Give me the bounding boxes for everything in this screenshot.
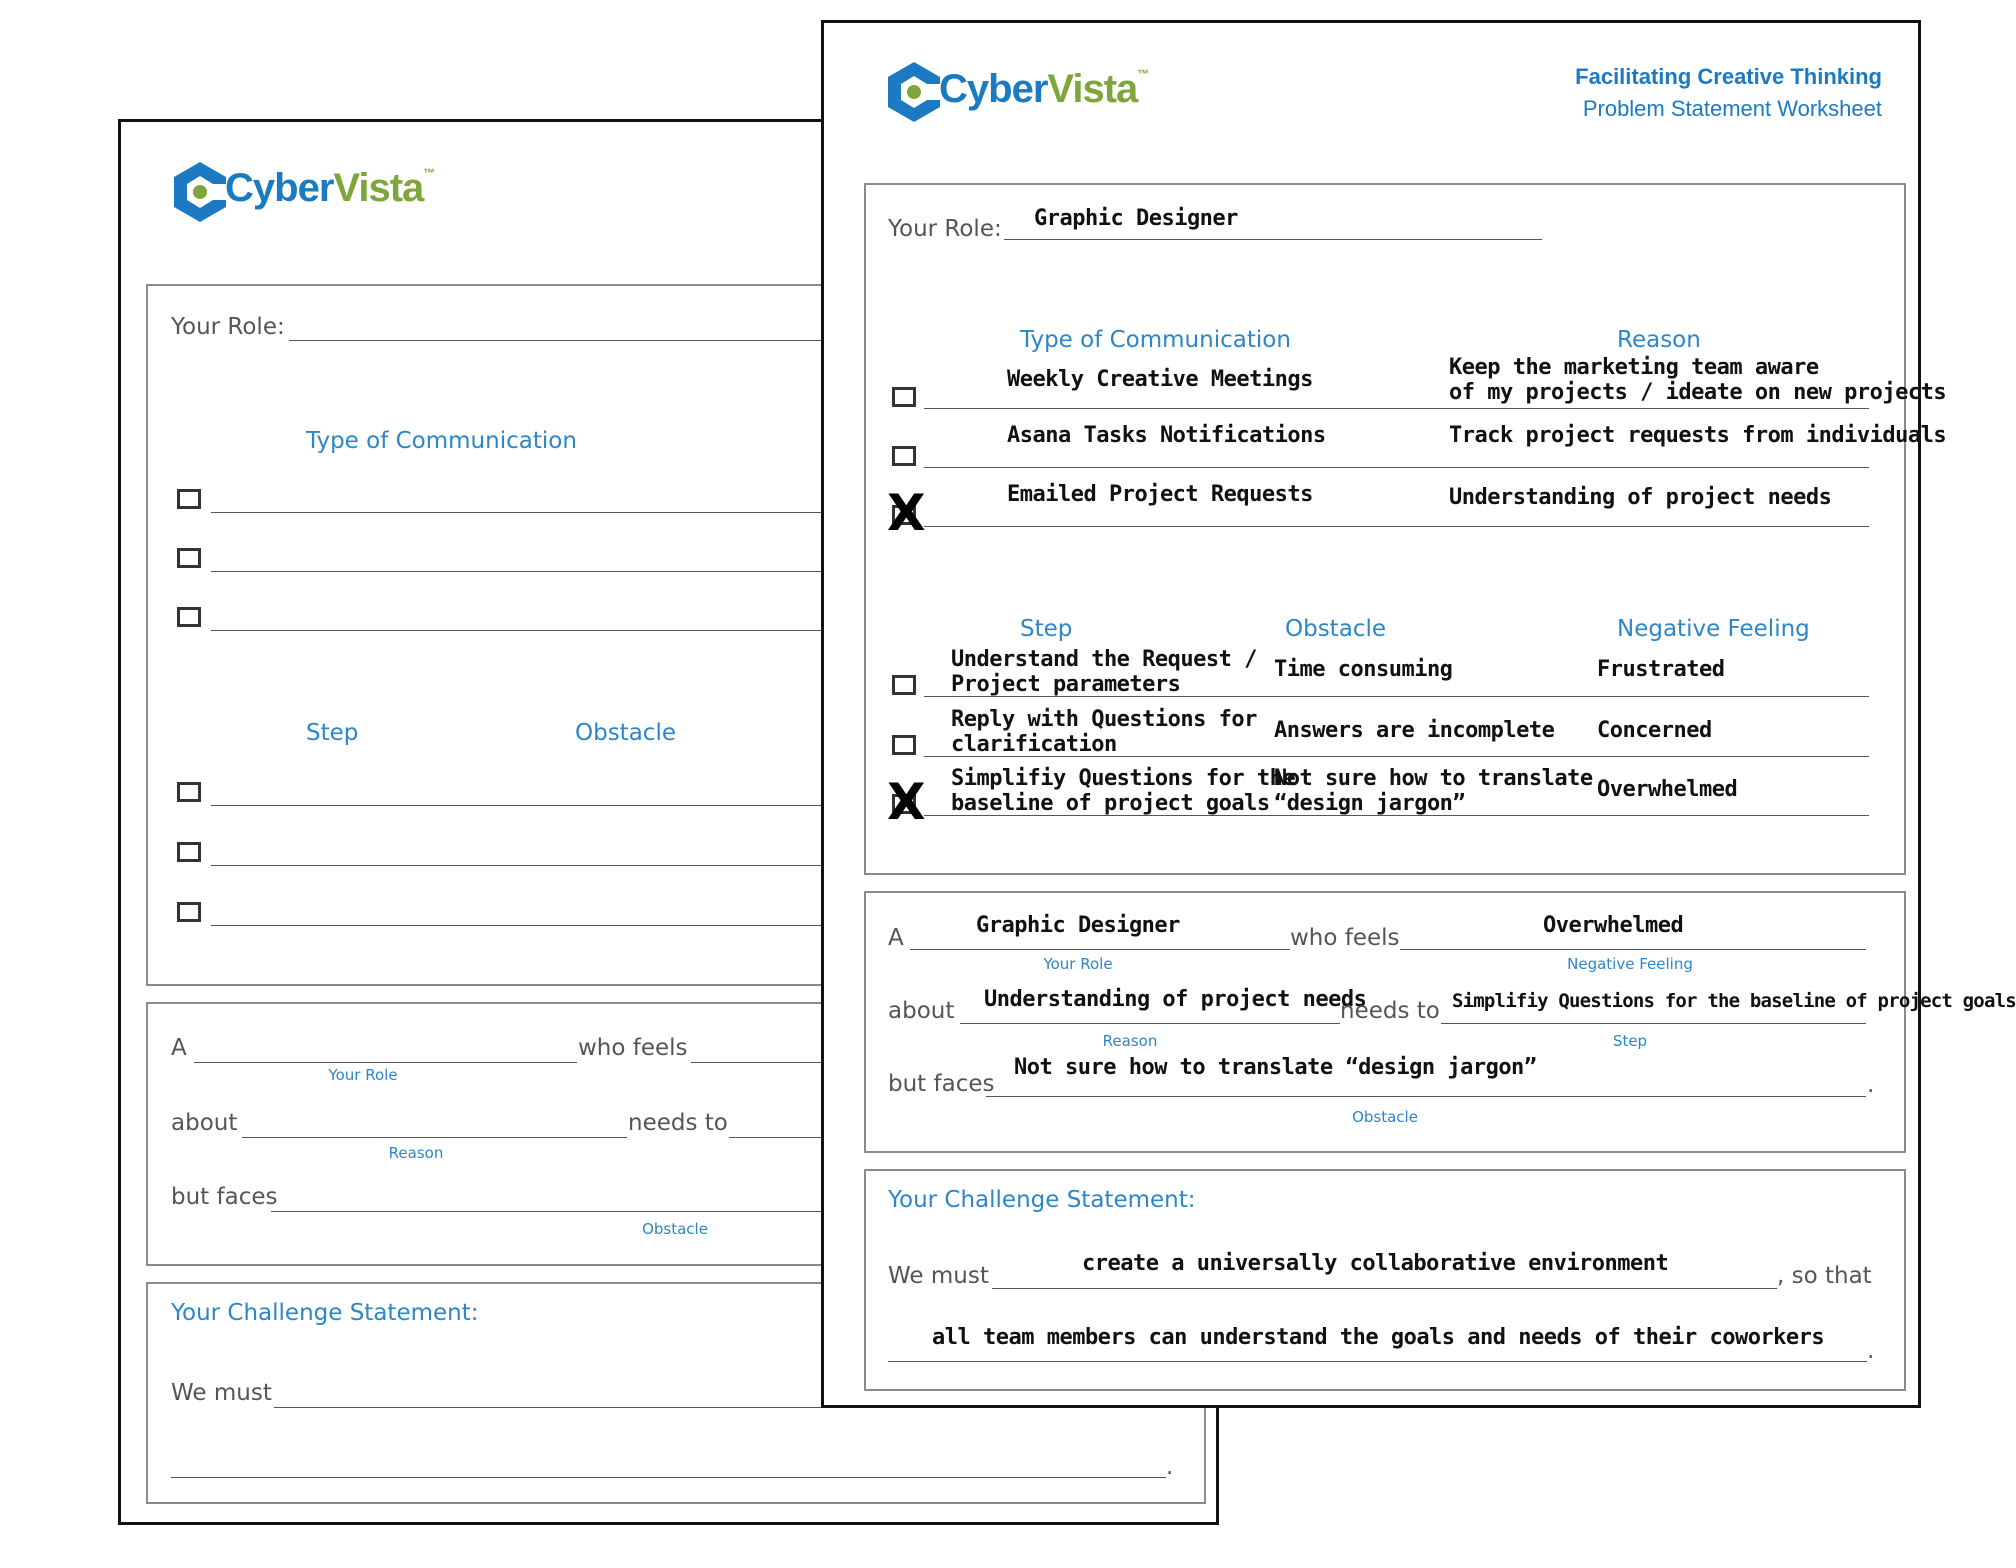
communication-type: Asana Tasks Notifications [1007, 423, 1326, 448]
obstacle-caption: Obstacle [642, 1220, 708, 1238]
obstacle-value: Time consuming [1274, 657, 1453, 682]
obstacle-header: Obstacle [1285, 616, 1386, 642]
needs-to-label: needs to [628, 1110, 728, 1136]
so-that-line[interactable] [888, 1361, 1867, 1362]
statement-role-line[interactable] [194, 1062, 577, 1063]
period: . [1867, 1338, 1875, 1364]
challenge-statement-title: Your Challenge Statement: [171, 1300, 479, 1326]
who-feels-label: who feels [578, 1035, 688, 1061]
feeling-value: Overwhelmed [1597, 777, 1738, 802]
we-must-label: We must [171, 1380, 272, 1406]
statement-obstacle-line[interactable] [986, 1096, 1866, 1097]
reason-header: Reason [1617, 327, 1701, 353]
your-role-line[interactable] [1004, 239, 1542, 240]
statement-obstacle-value: Not sure how to translate “design jargon” [1014, 1055, 1537, 1080]
your-role-caption: Your Role [1043, 955, 1113, 973]
but-faces-label: but faces [888, 1071, 995, 1097]
statement-reason-line[interactable] [960, 1023, 1340, 1024]
worksheet-title: Facilitating Creative Thinking [1575, 64, 1882, 89]
step-checkbox[interactable] [892, 735, 916, 755]
statement-step-value: Simplifiy Questions for the baseline of project goals [1452, 990, 2016, 1012]
a-label: A [888, 925, 904, 951]
type-of-communication-header: Type of Communication [306, 428, 577, 454]
communication-checkbox[interactable] [177, 548, 201, 568]
so-that-line[interactable] [171, 1477, 1166, 1478]
negative-feeling-caption: Negative Feeling [1567, 955, 1693, 973]
communication-reason: of my projects / ideate on new projects [1449, 380, 1947, 405]
obstacle-value: “design jargon” [1274, 791, 1466, 816]
communication-reason: Track project requests from individuals [1449, 423, 1947, 448]
about-label: about [888, 998, 955, 1024]
negative-feeling-header: Negative Feeling [1617, 616, 1810, 642]
worksheet-subtitle: Problem Statement Worksheet [1582, 96, 1882, 121]
challenge-statement-title: Your Challenge Statement: [888, 1187, 1196, 1213]
who-feels-label: who feels [1290, 925, 1400, 951]
step-header: Step [306, 720, 359, 746]
step-caption: Step [1612, 1032, 1648, 1050]
but-faces-label: but faces [171, 1184, 278, 1210]
so-that-label: , so that [1777, 1263, 1872, 1289]
communication-reason: Understanding of project needs [1449, 485, 1832, 510]
communication-checkbox[interactable] [177, 607, 201, 627]
step-value: Reply with Questions for [951, 707, 1257, 732]
cybervista-logo-icon [886, 60, 942, 124]
statement-feeling-value: Overwhelmed [1543, 913, 1684, 938]
communication-type: Weekly Creative Meetings [1007, 367, 1313, 392]
your-role-label: Your Role: [171, 314, 285, 340]
step-header: Step [1020, 616, 1073, 642]
step-value: Simplifiy Questions for the [951, 766, 1296, 791]
x-check-mark-icon: X [887, 484, 926, 542]
communication-type: Emailed Project Requests [1007, 482, 1313, 507]
step-checkbox[interactable] [892, 675, 916, 695]
your-role-caption: Your Role [328, 1066, 398, 1084]
feeling-value: Frustrated [1597, 657, 1725, 682]
period: . [1166, 1454, 1174, 1480]
statement-step-line[interactable] [1441, 1023, 1866, 1024]
filled-worksheet [821, 20, 2016, 1408]
feeling-value: Concerned [1597, 718, 1712, 743]
communication-line[interactable] [924, 408, 1869, 409]
step-value: Understand the Request / [951, 647, 1257, 672]
communication-line[interactable] [924, 467, 1869, 468]
communication-checkbox[interactable] [177, 489, 201, 509]
obstacle-value: Not sure how to translate [1274, 766, 1593, 791]
so-that-value: all team members can understand the goals and needs of their coworkers [932, 1325, 1825, 1350]
communication-checkbox[interactable] [892, 387, 916, 407]
statement-reason-value: Understanding of project needs [984, 987, 1367, 1012]
step-checkbox[interactable] [177, 902, 201, 922]
x-check-mark-icon: X [887, 773, 926, 831]
statement-feeling-line[interactable] [1400, 949, 1866, 950]
your-role-line[interactable] [289, 340, 849, 341]
needs-to-label: needs to [1340, 998, 1440, 1024]
about-label: about [171, 1110, 238, 1136]
we-must-value: create a universally collaborative environment [1082, 1251, 1669, 1276]
step-checkbox[interactable] [177, 782, 201, 802]
step-checkbox[interactable] [177, 842, 201, 862]
step-value: baseline of project goals [951, 791, 1270, 816]
cybervista-wordmark: CyberVista™ [939, 67, 1149, 111]
step-value: clarification [951, 732, 1117, 757]
communication-line[interactable] [924, 526, 1869, 527]
step-value: Project parameters [951, 672, 1181, 697]
statement-role-value: Graphic Designer [976, 913, 1180, 938]
statement-role-line[interactable] [910, 949, 1290, 950]
a-label: A [171, 1035, 187, 1061]
statement-reason-line[interactable] [242, 1137, 627, 1138]
communication-checkbox[interactable] [892, 446, 916, 466]
cybervista-logo-icon [172, 160, 228, 224]
role-value: Graphic Designer [1034, 206, 1238, 231]
reason-caption: Reason [1102, 1032, 1158, 1050]
period: . [1867, 1072, 1875, 1098]
cybervista-wordmark: CyberVista™ [225, 166, 435, 210]
obstacle-caption: Obstacle [1352, 1108, 1418, 1126]
your-role-label: Your Role: [888, 216, 1002, 242]
type-of-communication-header: Type of Communication [1020, 327, 1291, 353]
we-must-label: We must [888, 1263, 989, 1289]
reason-caption: Reason [388, 1144, 444, 1162]
communication-reason: Keep the marketing team aware [1449, 355, 1819, 380]
obstacle-value: Answers are incomplete [1274, 718, 1555, 743]
obstacle-header: Obstacle [575, 720, 676, 746]
we-must-line[interactable] [992, 1288, 1777, 1289]
